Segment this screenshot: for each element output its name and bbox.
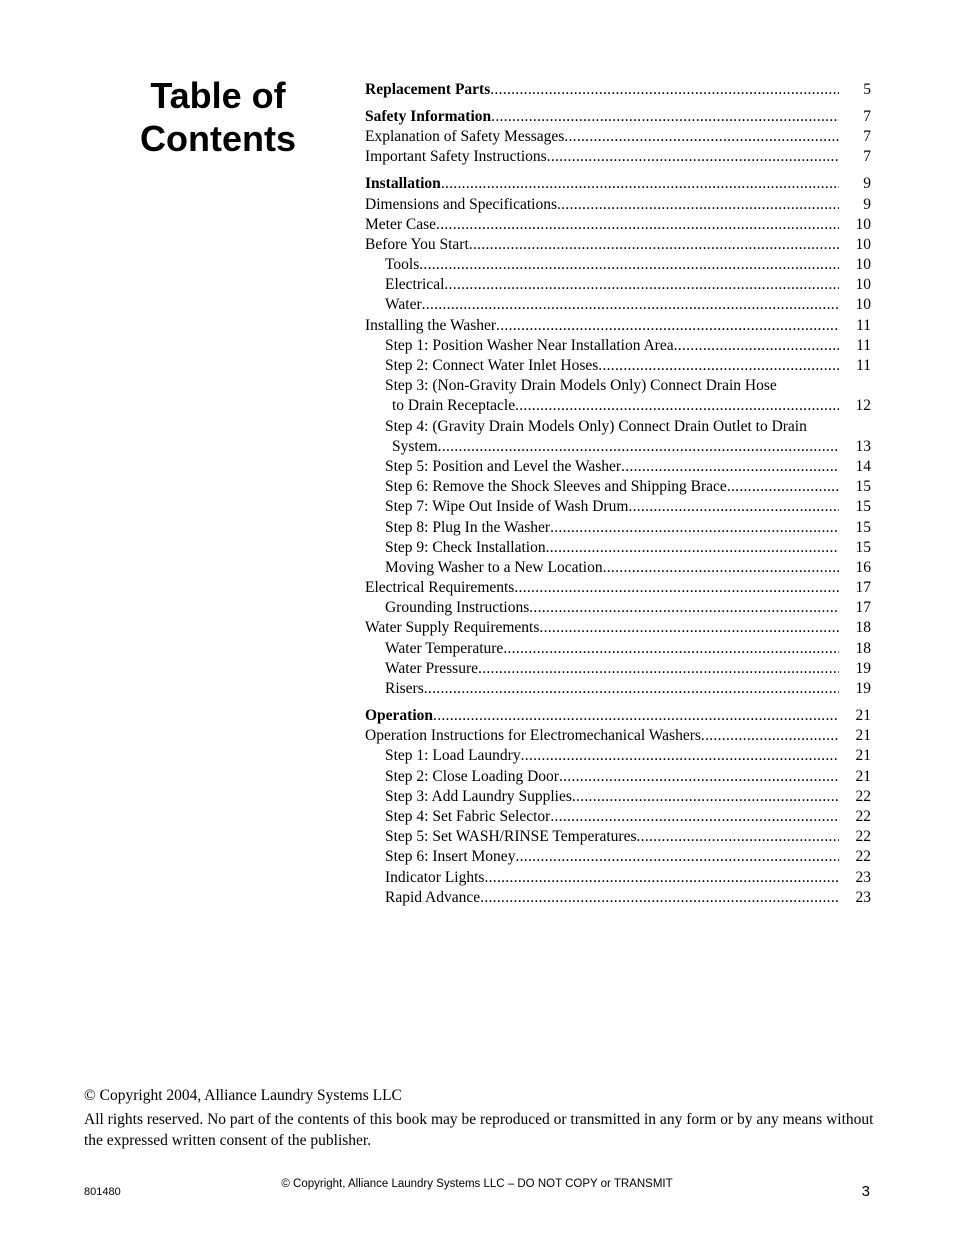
toc-entry[interactable] [365, 497, 871, 517]
toc-entry[interactable] [365, 706, 871, 726]
toc-entry[interactable] [365, 618, 871, 638]
toc-dot-leader [559, 767, 839, 787]
toc-entry[interactable] [365, 767, 871, 787]
toc-entry-page: 22 [855, 848, 871, 866]
toc-dot-leader [436, 215, 839, 235]
toc-dot-leader [469, 235, 839, 255]
toc-entry-title: Step 8: Plug In the Washer [385, 518, 551, 536]
toc-entry-page: 10 [855, 296, 871, 314]
toc-entry-title: Electrical [385, 276, 445, 294]
toc-dot-leader [503, 639, 839, 659]
toc-entry[interactable] [365, 746, 871, 766]
toc-entry[interactable] [365, 316, 871, 336]
toc-dot-leader [628, 497, 839, 517]
toc-entry-page: 21 [855, 767, 871, 785]
toc-entry-title: Dimensions and Specifications [365, 195, 557, 213]
toc-entry-page: 7 [863, 148, 871, 166]
toc-dot-leader [546, 538, 839, 558]
toc-entry[interactable] [365, 726, 871, 746]
toc-entry-page: 16 [855, 558, 871, 576]
toc-entry-page: 10 [855, 256, 871, 274]
toc-dot-leader [550, 518, 839, 538]
title-line-2: Contents [140, 118, 296, 159]
toc-entry[interactable] [365, 107, 871, 127]
toc-entry-title: System [392, 437, 438, 455]
title-line-1: Table of [150, 75, 286, 116]
toc-entry-title: Operation [365, 707, 434, 724]
toc-entry-title: Step 7: Wipe Out Inside of Wash Drum [385, 498, 629, 516]
toc-dot-leader [564, 127, 839, 147]
toc-entry[interactable] [365, 578, 871, 598]
toc-entry-page: 22 [855, 828, 871, 846]
toc-entry[interactable] [365, 147, 871, 167]
toc-entry-page: 14 [855, 457, 871, 475]
toc-entry-title: Step 6: Insert Money [385, 848, 516, 866]
toc-dot-leader [419, 255, 839, 275]
toc-dot-leader [438, 437, 839, 457]
toc-entry[interactable] [365, 807, 871, 827]
toc-entry-title: Step 1: Load Laundry [385, 747, 521, 765]
toc-dot-leader [598, 356, 839, 376]
toc-entry-page: 10 [855, 215, 871, 233]
toc-dot-leader [701, 726, 839, 746]
toc-entry[interactable] [365, 295, 871, 315]
toc-entry-title: Indicator Lights [385, 868, 485, 886]
toc-dot-leader [637, 827, 840, 847]
toc-entry-title: Meter Case [365, 215, 437, 233]
toc-entry-page: 21 [855, 707, 871, 724]
toc-entry-title: Safety Information [365, 107, 492, 125]
toc-entry-page: 21 [855, 747, 871, 765]
toc-entry-title: to Drain Receptacle [392, 397, 516, 415]
toc-entry-title: Step 4: (Gravity Drain Models Only) Connect Drain Outlet to Drain [385, 417, 807, 435]
toc-entry-page: 11 [856, 316, 871, 334]
toc-dot-leader [572, 787, 839, 807]
toc-entry-title: Step 5: Set WASH/RINSE Temperatures [385, 828, 637, 846]
toc-dot-leader [547, 147, 839, 167]
toc-entry-page: 10 [855, 235, 871, 253]
toc-entry[interactable] [365, 847, 871, 867]
toc-entry-title: Operation Instructions for Electromechanical Washers [365, 727, 701, 745]
toc-dot-leader [603, 558, 839, 578]
toc-entry-page: 17 [855, 599, 871, 617]
toc-entry-page: 7 [863, 107, 871, 125]
page-title [100, 74, 336, 160]
toc-entry-title: Step 5: Position and Level the Washer [385, 457, 622, 475]
footer-notice [0, 1178, 954, 1190]
toc-entry-page: 12 [855, 397, 871, 415]
toc-dot-leader [496, 316, 839, 336]
toc-entry[interactable] [365, 235, 871, 255]
toc-entry-page: 5 [863, 80, 871, 98]
toc-dot-leader [674, 336, 839, 356]
toc-entry[interactable] [365, 827, 871, 847]
toc-entry-title: Installing the Washer [365, 316, 497, 334]
toc-dot-leader [433, 706, 839, 726]
toc-entry-title: Water Supply Requirements [365, 619, 540, 637]
toc-dot-leader [521, 746, 839, 766]
toc-dot-leader [484, 868, 839, 888]
toc-entry-page: 22 [855, 807, 871, 825]
toc-entry-page: 23 [855, 868, 871, 886]
toc-entry-title: Before You Start [365, 235, 469, 253]
toc-dot-leader [515, 847, 839, 867]
toc-entry[interactable] [365, 659, 871, 679]
toc-entry[interactable] [365, 215, 871, 235]
toc-entry[interactable] [365, 356, 871, 376]
toc-entry-page: 23 [855, 888, 871, 906]
document-number: 801480 [84, 1186, 121, 1198]
toc-dot-leader [422, 295, 839, 315]
toc-entry-title: Risers [385, 680, 424, 698]
footer-notice-text: © Copyright, Alliance Laundry Systems LLC – DO NOT COPY or TRANSMIT [281, 1178, 673, 1190]
toc-dot-leader [529, 598, 839, 618]
toc-entry-page: 15 [855, 518, 871, 536]
toc-entry-title: Explanation of Safety Messages [365, 128, 565, 146]
toc-dot-leader [621, 457, 839, 477]
toc-entry-page: 22 [855, 787, 871, 805]
toc-dot-leader [515, 396, 839, 416]
toc-entry[interactable] [365, 868, 871, 888]
toc-entry[interactable] [365, 437, 871, 457]
toc-entry[interactable] [365, 195, 871, 215]
toc-dot-leader [514, 578, 839, 598]
toc-dot-leader [557, 195, 839, 215]
toc-entry-title: Step 4: Set Fabric Selector [385, 807, 551, 825]
toc-entry-title: Step 3: (Non-Gravity Drain Models Only) Connect Drain Hose [385, 377, 777, 395]
toc-entry[interactable] [365, 679, 871, 699]
toc-dot-leader [539, 618, 839, 638]
toc-entry[interactable] [365, 376, 871, 396]
toc-entry-title: Electrical Requirements [365, 579, 515, 597]
toc-entry-page: 15 [855, 538, 871, 556]
toc-entry-page: 9 [863, 195, 871, 213]
toc-entry-title: Step 2: Connect Water Inlet Hoses [385, 357, 599, 375]
toc-entry-page: 21 [855, 727, 871, 745]
toc-entry-page: 18 [855, 639, 871, 657]
toc-entry[interactable] [365, 518, 871, 538]
toc-entry[interactable] [365, 477, 871, 497]
toc-entry-page: 15 [855, 478, 871, 496]
toc-dot-leader [478, 659, 839, 679]
toc-entry-page: 17 [855, 579, 871, 597]
toc-dot-leader [441, 174, 839, 194]
toc-entry[interactable] [365, 336, 871, 356]
toc-entry-page: 19 [855, 659, 871, 677]
toc-entry-title: Step 1: Position Washer Near Installation Area [385, 336, 674, 354]
toc-entry-page: 7 [863, 128, 871, 146]
toc-entry-title: Replacement Parts [365, 80, 491, 98]
toc-dot-leader [550, 807, 839, 827]
toc-entry[interactable] [365, 174, 871, 194]
toc-dot-leader [490, 80, 839, 100]
toc-entry[interactable] [365, 396, 871, 416]
toc-entry[interactable] [365, 787, 871, 807]
toc-entry-title: Water Pressure [385, 659, 479, 677]
toc-dot-leader [424, 679, 839, 699]
toc-entry[interactable] [365, 598, 871, 618]
toc-entry-title: Important Safety Instructions [365, 148, 547, 166]
toc-entry-page: 9 [863, 175, 871, 193]
toc-entry-title: Step 3: Add Laundry Supplies [385, 787, 572, 805]
toc-entry[interactable] [365, 275, 871, 295]
toc-entry-page: 18 [855, 619, 871, 637]
toc-entry-title: Step 2: Close Loading Door [385, 767, 559, 785]
toc-entry[interactable] [365, 255, 871, 275]
toc-entry-title: Moving Washer to a New Location [385, 558, 603, 576]
toc-entry-title: Step 9: Check Installation [385, 538, 546, 556]
toc-entry-title: Step 6: Remove the Shock Sleeves and Shipping Brace [385, 478, 727, 496]
toc-entry[interactable] [365, 888, 871, 908]
toc-dot-leader [727, 477, 839, 497]
toc-entry-page: 13 [855, 437, 871, 455]
toc-entry-page: 19 [855, 680, 871, 698]
toc-entry-title: Tools [385, 256, 420, 274]
table-of-contents [365, 80, 871, 908]
toc-entry-title: Rapid Advance [385, 888, 481, 906]
page-number: 3 [861, 1183, 870, 1200]
toc-entry-title: Grounding Instructions [385, 599, 530, 617]
toc-entry-page: 11 [856, 336, 871, 354]
toc-entry-page: 10 [855, 276, 871, 294]
toc-entry-title: Water [385, 296, 422, 314]
toc-entry-title: Water Temperature [385, 639, 504, 657]
toc-entry-title: Installation [365, 175, 441, 193]
toc-entry[interactable] [365, 80, 871, 100]
copyright-line: © Copyright 2004, Alliance Laundry Systems LLC [84, 1087, 402, 1104]
toc-entry[interactable] [365, 457, 871, 477]
toc-entry[interactable] [365, 558, 871, 578]
toc-dot-leader [491, 107, 839, 127]
toc-entry-page: 11 [856, 357, 871, 375]
copyright-block [84, 1085, 874, 1151]
toc-dot-leader [480, 888, 839, 908]
toc-entry[interactable] [365, 639, 871, 659]
toc-entry-page: 15 [855, 498, 871, 516]
toc-entry[interactable] [365, 417, 871, 437]
rights-statement: All rights reserved. No part of the contents of this book may be reproduced or transmitted in any form or by any means without the expressed written consent of the publisher. [84, 1111, 874, 1149]
toc-entry[interactable] [365, 127, 871, 147]
toc-dot-leader [444, 275, 839, 295]
toc-entry[interactable] [365, 538, 871, 558]
